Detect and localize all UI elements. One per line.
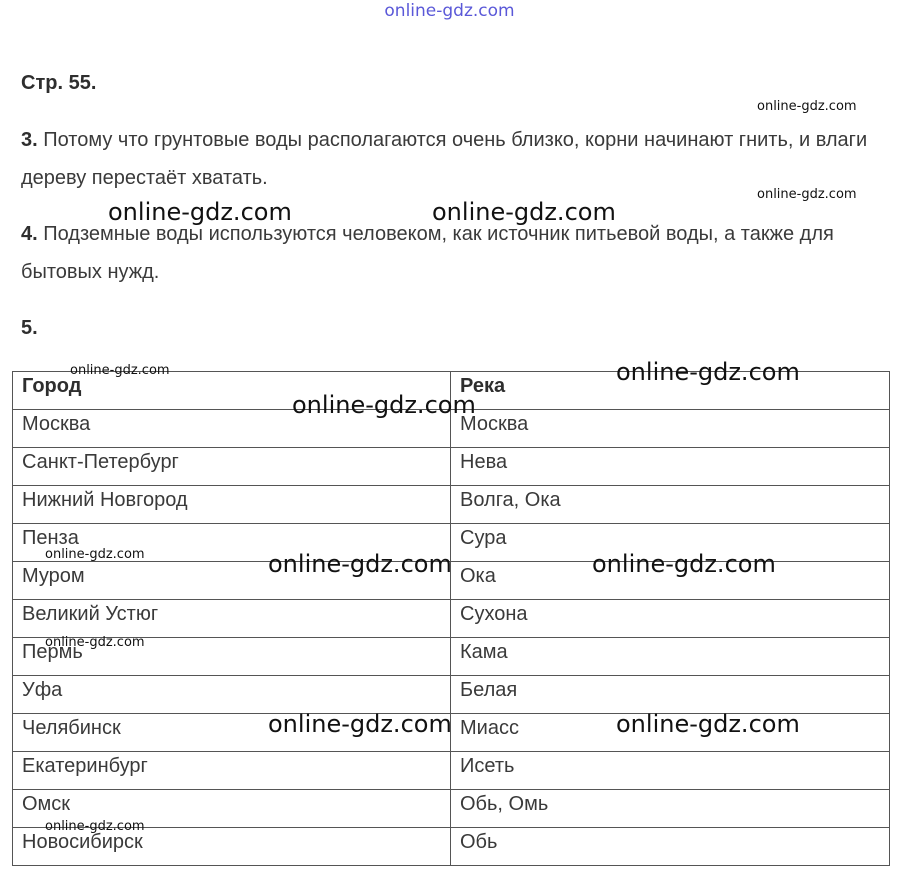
watermark: online-gdz.com (268, 550, 452, 578)
table-row (13, 828, 890, 866)
watermark: online-gdz.com (616, 710, 800, 738)
watermark: online-gdz.com (108, 198, 292, 226)
answer-4-text: Подземные воды используются человеком, как источник питьевой воды, а также для бытовых нужд. (21, 223, 834, 283)
top-watermark: online-gdz.com (384, 1, 515, 21)
watermark: online-gdz.com (292, 391, 476, 419)
watermark: online-gdz.com (757, 99, 857, 114)
watermark: online-gdz.com (45, 547, 145, 562)
watermark: online-gdz.com (45, 819, 145, 834)
table-header-row (13, 372, 890, 410)
river-cell: Белая (451, 676, 890, 714)
table-row (13, 524, 890, 562)
city-cell: Москва (13, 410, 451, 448)
answer-3-number: 3. (21, 129, 38, 151)
column-header-river: Река (451, 372, 890, 410)
city-cell: Пенза (13, 524, 451, 562)
answer-3-text: Потому что грунтовые воды располагаются очень близко, корни начинают гнить, и влаги дереву перестаёт хватать. (21, 129, 868, 189)
city-cell: Новосибирск (13, 828, 451, 866)
river-cell: Сухона (451, 600, 890, 638)
table-row (13, 562, 890, 600)
city-cell: Пермь (13, 638, 451, 676)
river-cell: Исеть (451, 752, 890, 790)
city-cell: Нижний Новгород (13, 486, 451, 524)
city-cell: Челябинск (13, 714, 451, 752)
table-row (13, 448, 890, 486)
column-header-city: Город (13, 372, 451, 410)
table-row (13, 752, 890, 790)
answer-4-number: 4. (21, 223, 38, 245)
river-cell: Сура (451, 524, 890, 562)
table-row (13, 676, 890, 714)
answer-4 (21, 215, 891, 291)
table-row (13, 486, 890, 524)
table-row (13, 638, 890, 676)
city-cell: Санкт-Петербург (13, 448, 451, 486)
city-cell: Екатеринбург (13, 752, 451, 790)
city-cell: Омск (13, 790, 451, 828)
city-cell: Великий Устюг (13, 600, 451, 638)
river-cell: Миасс (451, 714, 890, 752)
river-cell: Ока (451, 562, 890, 600)
city-river-table (12, 371, 890, 866)
watermark: online-gdz.com (432, 198, 616, 226)
city-cell: Муром (13, 562, 451, 600)
watermark: online-gdz.com (592, 550, 776, 578)
page-title: Стр. 55. (21, 72, 97, 94)
watermark: online-gdz.com (268, 710, 452, 738)
river-cell: Обь, Омь (451, 790, 890, 828)
watermark: online-gdz.com (70, 363, 170, 378)
river-cell: Волга, Ока (451, 486, 890, 524)
answer-5-number: 5. (21, 317, 38, 339)
river-cell: Нева (451, 448, 890, 486)
table-row (13, 714, 890, 752)
answer-3 (21, 121, 891, 197)
table-row (13, 790, 890, 828)
river-cell: Кама (451, 638, 890, 676)
watermark: online-gdz.com (616, 358, 800, 386)
river-cell: Обь (451, 828, 890, 866)
city-cell: Уфа (13, 676, 451, 714)
river-cell: Москва (451, 410, 890, 448)
table-row (13, 600, 890, 638)
watermark: online-gdz.com (757, 187, 857, 202)
watermark: online-gdz.com (45, 635, 145, 650)
table-row (13, 410, 890, 448)
